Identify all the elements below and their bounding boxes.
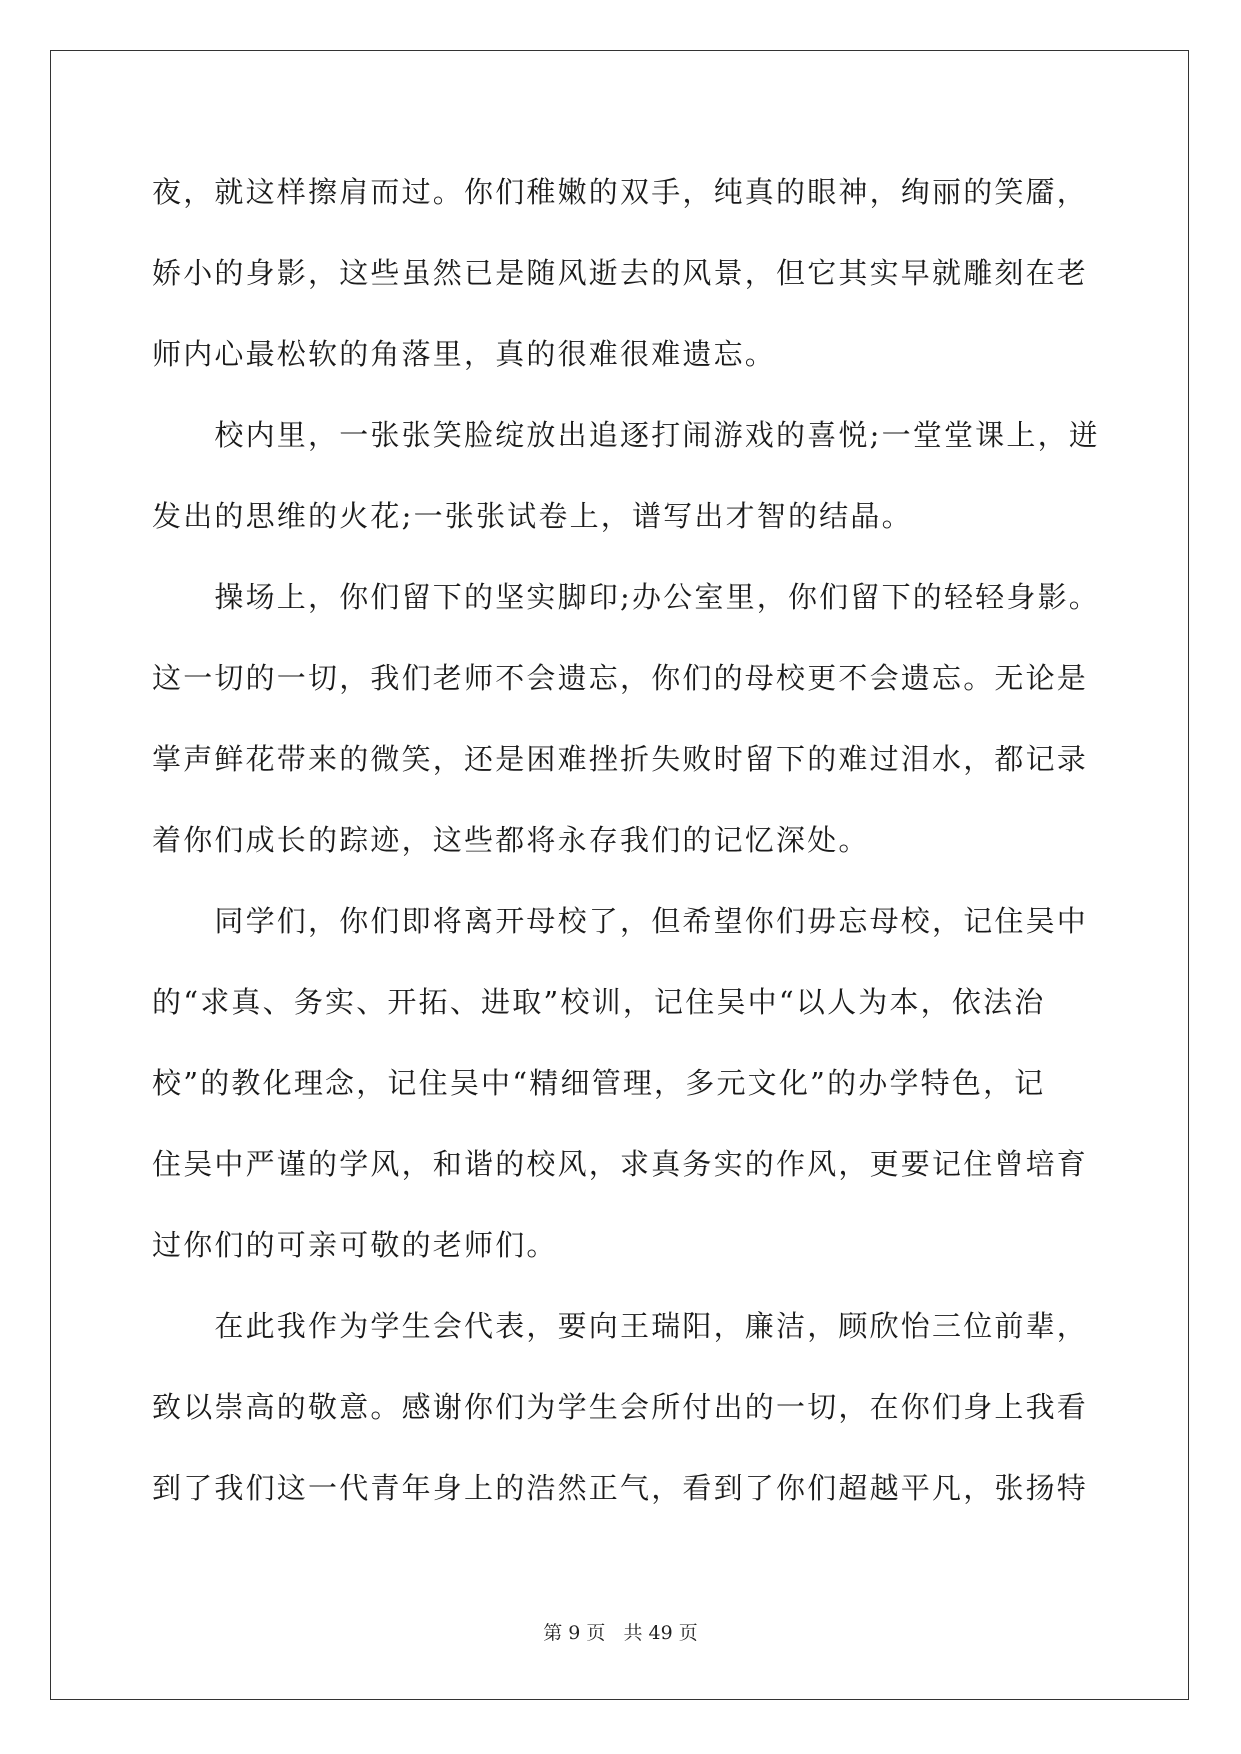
paragraph-line: 操场上，你们留下的坚实脚印;办公室里，你们留下的轻轻身影。	[152, 580, 1100, 614]
paragraph-line: 夜，就这样擦肩而过。你们稚嫩的双手，纯真的眼神，绚丽的笑靥，	[152, 175, 1089, 209]
page-border	[50, 50, 1189, 1700]
paragraph-line: 到了我们这一代青年身上的浩然正气，看到了你们超越平凡，张扬特	[152, 1471, 1089, 1505]
paragraph-line: 发出的思维的火花;一张张试卷上，谱写出才智的结晶。	[152, 499, 913, 533]
paragraph-line: 娇小的身影，这些虽然已是随风逝去的风景，但它其实早就雕刻在老	[152, 256, 1089, 290]
paragraph-line: 同学们，你们即将离开母校了，但希望你们毋忘母校，记住吴中	[152, 904, 1089, 938]
paragraph-line: 着你们成长的踪迹，这些都将永存我们的记忆深处。	[152, 823, 870, 857]
paragraph-line: 的“求真、务实、开拓、进取”校训，记住吴中“以人为本，依法治	[152, 985, 1046, 1019]
page-number-footer: 第 9 页 共 49 页	[543, 1622, 698, 1644]
paragraph-line: 校内里，一张张笑脸绽放出追逐打闹游戏的喜悦;一堂堂课上，迸	[152, 418, 1100, 452]
paragraph-line: 掌声鲜花带来的微笑，还是困难挫折失败时留下的难过泪水，都记录	[152, 742, 1089, 776]
paragraph-line: 在此我作为学生会代表，要向王瑞阳，廉洁，顾欣怡三位前辈，	[152, 1309, 1089, 1343]
paragraph-line: 师内心最松软的角落里，真的很难很难遗忘。	[152, 337, 777, 371]
paragraph-line: 致以崇高的敬意。感谢你们为学生会所付出的一切，在你们身上我看	[152, 1390, 1089, 1424]
paragraph-line: 住吴中严谨的学风，和谐的校风，求真务实的作风，更要记住曾培育	[152, 1147, 1089, 1181]
paragraph-line: 过你们的可亲可敬的老师们。	[152, 1228, 558, 1262]
paragraph-line: 校”的教化理念，记住吴中“精细管理，多元文化”的办学特色，记	[152, 1066, 1046, 1100]
paragraph-line: 这一切的一切，我们老师不会遗忘，你们的母校更不会遗忘。无论是	[152, 661, 1089, 695]
